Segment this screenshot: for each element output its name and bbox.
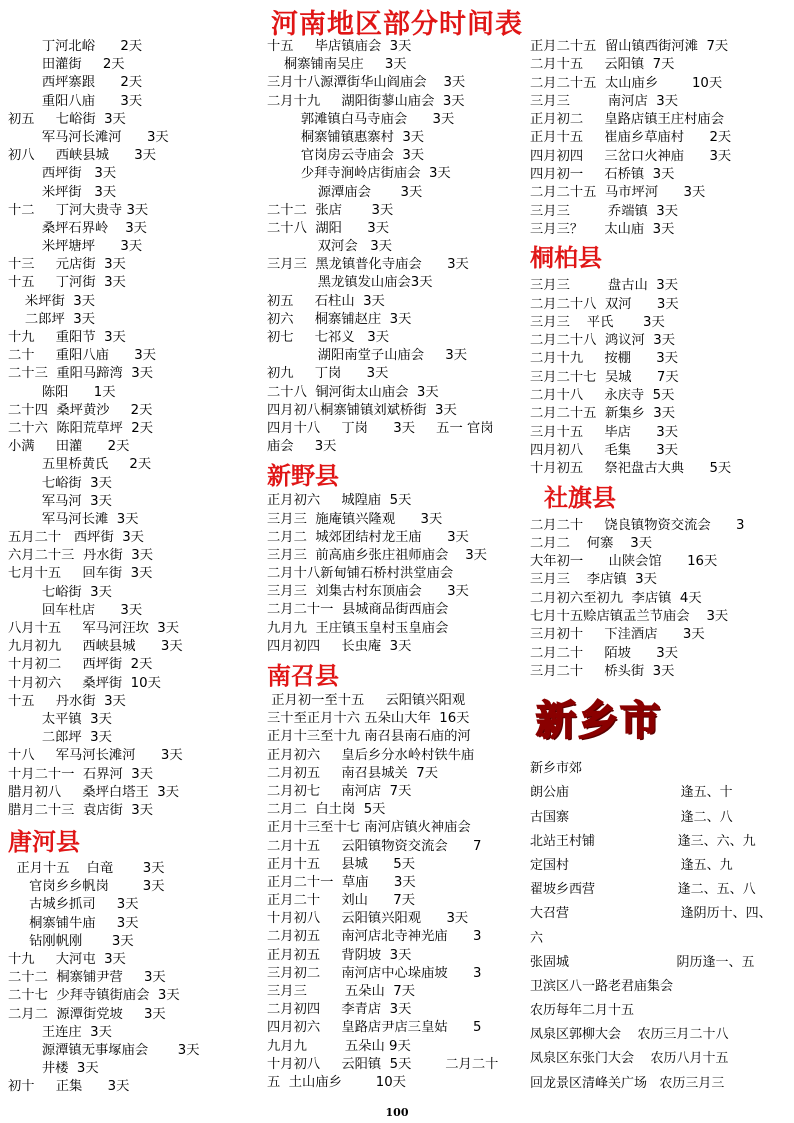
schedule-row: 二月二十五 太山庙乡 10天 (530, 75, 723, 91)
schedule-row: 十九 大河屯 3天 (8, 952, 126, 967)
schedule-row: 七峪街 3天 (8, 475, 112, 491)
schedule-row: 十月初六 桑坪街 10天 (8, 675, 161, 691)
schedule-row: 王连庄 3天 (8, 1024, 112, 1040)
schedule-row: 官岗乡乡帆岗 3天 (8, 879, 165, 895)
schedule-row: 正月二十 刘山 7天 (267, 893, 416, 909)
schedule-row: 丁河北峪 2天 (8, 39, 143, 54)
schedule-list (530, 277, 792, 478)
schedule-row: 三月三 平氏 3天 (530, 314, 665, 330)
schedule-row: 五 土山庙乡 10天 (267, 1074, 406, 1090)
schedule-row: 二月二十五 新集乡 3天 (530, 406, 676, 422)
schedule-row: 二十八 湖阳 3天 (267, 220, 390, 236)
schedule-row: 十五 丹水街 3天 (8, 693, 126, 709)
schedule-row: 正月初二 皇路店镇王庄村庙会 (530, 112, 724, 128)
schedule-row: 四月初八桐寨铺镇刘斌桥街 3天 (267, 402, 457, 418)
schedule-row: 桑坪石界岭 3天 (8, 220, 147, 236)
schedule-row: 二月二十一 县城商品街西庙会 (267, 602, 449, 618)
schedule-row: 二月二 源潭街党坡 3天 (8, 1006, 166, 1022)
schedule-row: 二月十八 永庆寺 5天 (530, 388, 675, 404)
schedule-row: 军马河长滩河 3天 (8, 129, 169, 145)
schedule-row: 二十六 陈阳荒草坪 2天 (8, 420, 154, 436)
schedule-row: 双河会 3天 (267, 239, 393, 255)
schedule-row: 朗公庙 逢五、十 (530, 785, 733, 801)
schedule-row: 郭滩镇白马寺庙会 3天 (267, 111, 455, 127)
schedule-row: 二月十五 云阳镇 7天 (530, 57, 675, 73)
schedule-row: 二郎坪 3天 (8, 730, 112, 746)
schedule-row: 井楼 3天 (8, 1061, 99, 1077)
schedule-row: 十九 重阳节 3天 (8, 330, 126, 345)
column-middle (267, 38, 525, 1092)
schedule-row: 凤泉区东张门大会 农历八月十五 (530, 1051, 729, 1067)
column-right (530, 38, 792, 1096)
schedule-row: 二月二十 饶良镇物资交流会 3 (530, 517, 745, 533)
schedule-row: 十月初八 云阳镇 5天 二月二十 (267, 1056, 499, 1072)
schedule-row: 卫滨区八一路老君庙集会 (530, 978, 674, 994)
schedule-row: 三月三 盘古山 3天 (530, 278, 679, 294)
schedule-row: 二十 重阳八庙 3天 (8, 348, 157, 364)
schedule-row: 米坪街 3天 (8, 184, 117, 200)
schedule-row: 三月二十七 吴城 7天 (530, 369, 679, 385)
schedule-row: 二月初六至初九 李店镇 4天 (530, 590, 702, 606)
schedule-row: 黑龙镇发山庙会3天 (267, 275, 433, 291)
schedule-row: 三月初十 下洼酒店 3天 (530, 627, 705, 643)
schedule-row: 十三 元店街 3天 (8, 257, 126, 273)
schedule-list (530, 38, 792, 239)
schedule-row: 二月初七 南河店 7天 (267, 783, 412, 799)
schedule-row: 三月初二 南河店中心垛庙坡 3 (267, 965, 482, 981)
schedule-row: 桐寨铺牛庙 3天 (8, 915, 139, 931)
schedule-row: 张固城 阴历逢一、五 (530, 954, 755, 970)
schedule-list (267, 692, 525, 1092)
schedule-row: 二月二 白土岗 5天 (267, 802, 386, 818)
schedule-row: 北站王村铺 逢三、六、九 (530, 833, 756, 849)
schedule-row: 二月二十八 鸿议河 3天 (530, 333, 676, 349)
schedule-row: 米坪街 3天 (8, 293, 96, 309)
schedule-row: 二月二 城郊团结村龙王庙 3天 (267, 529, 469, 545)
schedule-row: 二郎坪 3天 (8, 311, 96, 327)
schedule-row: 凤泉区郭柳大会 农历三月二十八 (530, 1027, 729, 1043)
schedule-row: 三月二十 桥头街 3天 (530, 663, 675, 679)
schedule-row: 三月三 五朵山 7天 (267, 984, 416, 999)
schedule-row: 西坪街 3天 (8, 166, 117, 182)
schedule-row: 二十四 桑坪黄沙 2天 (8, 402, 153, 418)
schedule-row: 初五 七峪街 3天 (8, 111, 126, 127)
schedule-row: 军马河 3天 (8, 493, 112, 509)
schedule-row: 回车杜店 3天 (8, 602, 143, 618)
schedule-row: 源潭镇无事塚庙会 3天 (8, 1042, 200, 1058)
schedule-row: 西坪寨跟 2天 (8, 75, 143, 91)
schedule-row: 正月初五 背阴坡 3天 (267, 947, 412, 963)
schedule-row: 正月二十五 留山镇西街河滩 7天 (530, 39, 729, 54)
schedule-row: 初九 丁岗 3天 (267, 366, 389, 382)
county-heading-tanghe: 唐河县 (8, 827, 80, 857)
schedule-row: 六月二十三 丹水街 3天 (8, 548, 154, 564)
schedule-row: 庙会 3天 (267, 439, 337, 455)
schedule-row: 四月初四 长虫庵 3天 (267, 638, 412, 654)
schedule-row: 二月初五 南河店北寺神光庙 3 (267, 929, 482, 945)
schedule-row: 四月十八 丁岗 3天 五一 官岗 (267, 420, 494, 436)
schedule-row: 农历每年二月十五 (530, 1003, 635, 1019)
schedule-row: 二月二十五 马市坪河 3天 (530, 185, 706, 201)
schedule-row: 二月初四 李青店 3天 (267, 1002, 412, 1018)
county-heading-tongbai: 桐柏县 (530, 243, 602, 273)
schedule-row: 陈阳 1天 (8, 384, 116, 400)
schedule-row: 二月十五 云阳镇物资交流会 7 (267, 838, 482, 854)
schedule-row: 二十三 重阳马蹄湾 3天 (8, 366, 154, 382)
schedule-row: 三十至正月十六 五朵山大年 16天 (267, 711, 470, 727)
schedule-row: 正月十五 县城 5天 (267, 856, 416, 872)
schedule-row: 五里桥黄氏 2天 (8, 457, 152, 473)
schedule-row: 古国寨 逢二、八 (530, 809, 733, 825)
county-heading-xinye: 新野县 (267, 461, 339, 491)
city-heading-xinxiang: 新乡市 (536, 698, 662, 745)
county-heading-nanzhao: 南召县 (267, 661, 339, 690)
schedule-row: 三月三 黑龙镇普化寺庙会 3天 (267, 257, 469, 273)
schedule-row: 桐寨铺南吴庄 3天 (267, 57, 407, 73)
schedule-row: 二月十九 湖阳街蓼山庙会 3天 (267, 93, 465, 109)
market-list (530, 757, 792, 1096)
schedule-row: 七月十五赊店镇盂兰节庙会 3天 (530, 609, 729, 625)
schedule-row: 正月初一至十五 云阳镇兴阳观 (267, 693, 466, 708)
schedule-row: 湖阳南堂子山庙会 3天 (267, 348, 467, 364)
schedule-row: 二十七 少拜寺镇街庙会 3天 (8, 988, 180, 1004)
schedule-row: 古城乡抓司 3天 (8, 897, 139, 913)
schedule-row: 三月十五 毕店 3天 (530, 424, 679, 440)
schedule-row: 二月十八新甸铺石桥村洪堂庙会 (267, 566, 454, 582)
schedule-row: 十五 丁河街 3天 (8, 275, 126, 291)
schedule-row: 钻刚帆刚 3天 (8, 933, 134, 949)
schedule-row: 九月初九 西峡县城 3天 (8, 639, 183, 655)
schedule-row: 军马河长滩 3天 (8, 511, 139, 527)
schedule-row: 三月十八源潭街华山阎庙会 3天 (267, 75, 466, 91)
schedule-row: 米坪塘坪 3天 (8, 239, 143, 255)
schedule-row: 正月十五 白竜 3天 (8, 861, 165, 877)
schedule-row: 正月十五 崔庙乡草庙村 2天 (530, 130, 732, 146)
page-title: 河南地区部分时间表 (271, 9, 523, 40)
schedule-row: 四月初四 三岔口火神庙 3天 (530, 148, 732, 164)
schedule-row: 九月九 王庄镇玉皇村玉皇庙会 (267, 620, 449, 636)
schedule-row: 十月初八 云阳镇兴阳观 3天 (267, 911, 469, 927)
schedule-row: 少拜寺涧岭店街庙会 3天 (267, 166, 451, 182)
schedule-row: 初六 桐寨铺赵庄 3天 (267, 311, 412, 327)
schedule-row: 八月十五 军马河汪坎 3天 (8, 621, 180, 636)
schedule-row: 四月初一 石桥镇 3天 (530, 167, 675, 183)
schedule-row: 官岗房云寺庙会 3天 (267, 148, 425, 164)
schedule-row: 正月初六 城隍庙 5天 (267, 493, 412, 509)
schedule-row: 大年初一 山陕会馆 16天 (530, 554, 718, 570)
schedule-row: 七峪街 3天 (8, 584, 112, 600)
schedule-row: 十月初五 祭祀盘古大典 5天 (530, 461, 732, 477)
schedule-row: 三月三 施庵镇兴隆观 3天 (267, 511, 443, 527)
schedule-row: 六 (530, 930, 544, 946)
schedule-row: 重阳八庙 3天 (8, 93, 143, 109)
schedule-row: 十月初二 西坪街 2天 (8, 657, 153, 673)
schedule-row: 太平镇 3天 (8, 711, 112, 727)
schedule-list (8, 38, 258, 820)
schedule-row: 九月九 五朵山 9天 (267, 1038, 411, 1054)
schedule-row: 源潭庙会 3天 (267, 184, 423, 200)
schedule-list (267, 492, 525, 656)
schedule-row: 小满 田灌 2天 (8, 439, 130, 455)
schedule-row: 正月初六 皇后乡分水岭村铁牛庙 (267, 747, 475, 763)
schedule-row: 回龙景区清峰关广场 农历三月三 (530, 1075, 725, 1091)
schedule-row: 翟坡乡西营 逢二、五、八 (530, 882, 756, 898)
schedule-row: 田灌街 2天 (8, 57, 125, 73)
schedule-row: 十月二十一 石界河 3天 (8, 766, 154, 782)
schedule-row: 初五 石柱山 3天 (267, 293, 385, 309)
schedule-row: 定国村 逢五、九 (530, 857, 733, 873)
schedule-list (8, 860, 258, 1096)
schedule-row: 四月初八 毛集 3天 (530, 442, 679, 458)
schedule-row: 大召营 逢阴历十、四、 (530, 906, 772, 922)
schedule-row: 腊月初八 桑坪白塔王 3天 (8, 784, 180, 800)
schedule-row: 三月三？ 太山庙 3天 (530, 221, 675, 237)
schedule-row: 二月二十 陌坡 3天 (530, 645, 679, 661)
schedule-row: 七月十五 回车街 3天 (8, 566, 153, 582)
schedule-row: 新乡市郊 (530, 761, 583, 777)
schedule-row: 四月初六 皇路店尹店三皇姑 5 (267, 1020, 482, 1036)
schedule-row: 初七 七祁义 3天 (267, 330, 390, 345)
column-left (8, 38, 258, 1097)
schedule-list (267, 38, 525, 456)
county-heading-sheqi: 社旗县 (544, 482, 616, 512)
schedule-row: 二十八 铜河街太山庙会 3天 (267, 384, 439, 400)
schedule-row: 三月三 前高庙乡张庄祖师庙会 3天 (267, 547, 487, 563)
schedule-row: 初八 西峡县城 3天 (8, 148, 157, 164)
schedule-row: 三月三 乔端镇 3天 (530, 203, 679, 219)
schedule-list (530, 517, 792, 682)
schedule-row: 十二 丁河大贵寺 3天 (8, 202, 149, 218)
schedule-row: 二月二 何寨 3天 (530, 535, 653, 551)
schedule-row: 十五 毕店镇庙会 3天 (267, 39, 412, 54)
schedule-row: 十八 军马河长滩河 3天 (8, 748, 183, 764)
schedule-row: 二月十九 按棚 3天 (530, 351, 679, 367)
schedule-row: 初十 正集 3天 (8, 1079, 130, 1095)
schedule-row: 桐寨铺镇惠寨村 3天 (267, 129, 425, 145)
schedule-row: 正月十三至十七 南河店镇火神庙会 (267, 820, 471, 836)
schedule-row: 二十二 桐寨铺尹营 3天 (8, 970, 166, 986)
page-number: 100 (385, 1106, 409, 1119)
schedule-row: 二十二 张店 3天 (267, 202, 394, 218)
schedule-row: 正月十三至十九 南召县南石庙的河 (267, 729, 471, 745)
schedule-row: 二月初五 南召县城关 7天 (267, 765, 439, 781)
schedule-row: 腊月二十三 袁店街 3天 (8, 802, 154, 818)
schedule-row: 三月三 刘集古村东顶庙会 3天 (267, 584, 469, 600)
schedule-row: 五月二十 西坪街 3天 (8, 530, 144, 546)
schedule-row: 三月三 南河店 3天 (530, 93, 679, 109)
schedule-row: 三月三 李店镇 3天 (530, 572, 657, 588)
schedule-row: 正月二十一 草庙 3天 (267, 874, 416, 890)
schedule-row: 二月二十八 双河 3天 (530, 296, 679, 312)
